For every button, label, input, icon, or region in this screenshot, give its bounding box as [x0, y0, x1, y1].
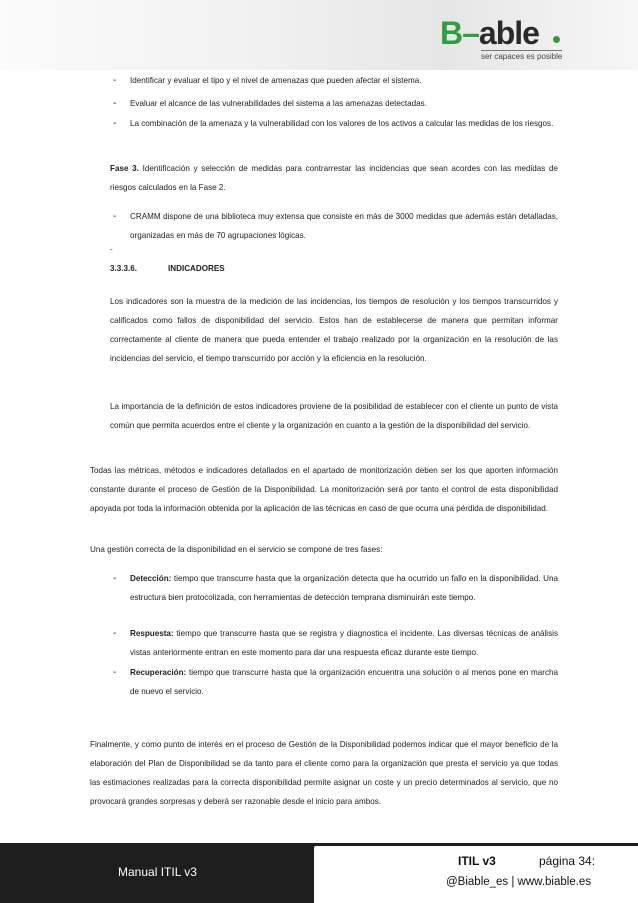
logo-tagline: ser capaces es posible — [481, 52, 563, 61]
fase3-label: Fase 3. — [110, 164, 139, 173]
fase-deteccion-label: Detección: — [130, 574, 172, 583]
fase3-paragraph — [110, 159, 558, 197]
paragraph-indicadores-2: La importancia de la definición de estos indicadores proviene de la posibilidad de establecer con el cliente un punto de vista común que permita acuerdos entre el cliente y la organización en cuanto a la gestión de la disponibilidad del servicio. — [110, 402, 558, 430]
bullet-dash: - — [113, 667, 117, 678]
bullet-dash: - — [113, 118, 117, 129]
footer-itil-label: ITIL v3 — [458, 854, 496, 868]
logo-letter-b: B — [440, 15, 463, 51]
section-title: INDICADORES — [168, 264, 225, 273]
bullet-item-3: La combinación de la amenaza y la vulnerabilidad con los valores de los activos a calcular las medidas de los riesgos. — [130, 119, 554, 128]
biable-logo — [440, 14, 570, 62]
bullet-dash: - — [113, 573, 117, 584]
bullet-item-2: Evaluar el alcance de las vulnerabilidades del sistema a las amenazas detectadas. — [130, 99, 427, 108]
page-header — [0, 0, 638, 70]
bullet-dash: - — [113, 628, 117, 639]
bullet-dash: - — [113, 211, 117, 222]
footer-manual-title: Manual ITIL v3 — [118, 865, 197, 879]
section-number: 3.3.3.6. — [110, 264, 138, 273]
logo-wordmark — [440, 14, 539, 52]
bullet-item-1: Identificar y evaluar el tipo y el nivel de amenazas que pueden afectar el sistema. — [130, 76, 422, 85]
fase-respuesta — [130, 624, 558, 662]
footer-page-number: página 34: — [539, 854, 596, 868]
logo-able: able — [478, 15, 539, 51]
fase-deteccion-text: tiempo que transcurre hasta que la organización detecta que ha ocurrido un fallo en la disponibilidad. Una estructura bien protocolizada, con herramientas de detección temprana disminuirán este tiempo. — [130, 574, 558, 602]
fase-respuesta-text: tiempo que transcurre hasta que se registra y diagnostica el incidente. Las diversas técnicas de análisis vistas anteriormente entran en este momento para dar una respuesta eficaz durante este tiempo. — [130, 629, 558, 657]
cramm-bullet: CRAMM dispone de una biblioteca muy extensa que consiste en más de 3000 medidas que además están detalladas, organizadas en más de 70 agrupaciones lógicas. — [130, 212, 558, 240]
paragraph-indicadores-1: Los indicadores son la muestra de la medición de las incidencias, los tiempos de resolución y los tiempos transcurridos y calificados como fallos de disponibilidad del servicio. Estos han de establecerse de manera que permitan informar correctamente al cliente de manera que pueda entender el trabajo realizado por la organización en la resolución de las incidencias del servicio, el tiempo transcurrido por acción y la eficiencia en la resolución. — [110, 297, 558, 363]
fase-recuperacion — [130, 663, 558, 701]
fase3-text: Identificación y selección de medidas para contrarrestar las incidencias que sean acordes con las medidas de riesgos calculados en la Fase 2. — [110, 164, 558, 192]
logo-dash: – — [462, 15, 479, 51]
bullet-dash: - — [113, 75, 117, 86]
stray-dash: - — [110, 245, 113, 254]
footer-social-links: @Biable_es | www.biable.es — [446, 876, 592, 888]
bullet-dash: - — [113, 98, 117, 109]
fase-recuperacion-label: Recuperación: — [130, 668, 187, 677]
fase-recuperacion-text: tiempo que transcurre hasta que la organización encuentra una solución o al menos pone en marcha de nuevo el servicio. — [130, 668, 558, 696]
page-footer — [0, 843, 638, 903]
fase-respuesta-label: Respuesta: — [130, 629, 174, 638]
fase-deteccion — [130, 569, 558, 607]
paragraph-metricas: Todas las métricas, métodos e indicadores detallados en el apartado de monitorización deben ser los que aporten información constante durante el proceso de Gestión de la Disponibilidad. La monitorización será por tanto el control de esta disponibilidad apoyada por toda la información obtenida por la aplicación de las técnicas en caso de que ocurra una pérdida de disponibilidad. — [90, 466, 558, 513]
paragraph-gestion: Una gestión correcta de la disponibilidad en el servicio se compone de tres fases: — [90, 545, 383, 554]
logo-dot-icon — [553, 36, 560, 43]
paragraph-final: Finalmente, y como punto de interés en el proceso de Gestión de la Disponibilidad podemos indicar que el mayor beneficio de la elaboración del Plan de Disponibilidad se da tanto para el cliente como para la organización que presta el servicio ya que todas las estimaciones realizadas para la correcta disponibilidad permite asignar un coste y un precio determinados al servicio, que no provocará grandes sorpresas y deberá ser razonable desde el inicio para ambos. — [90, 740, 558, 806]
